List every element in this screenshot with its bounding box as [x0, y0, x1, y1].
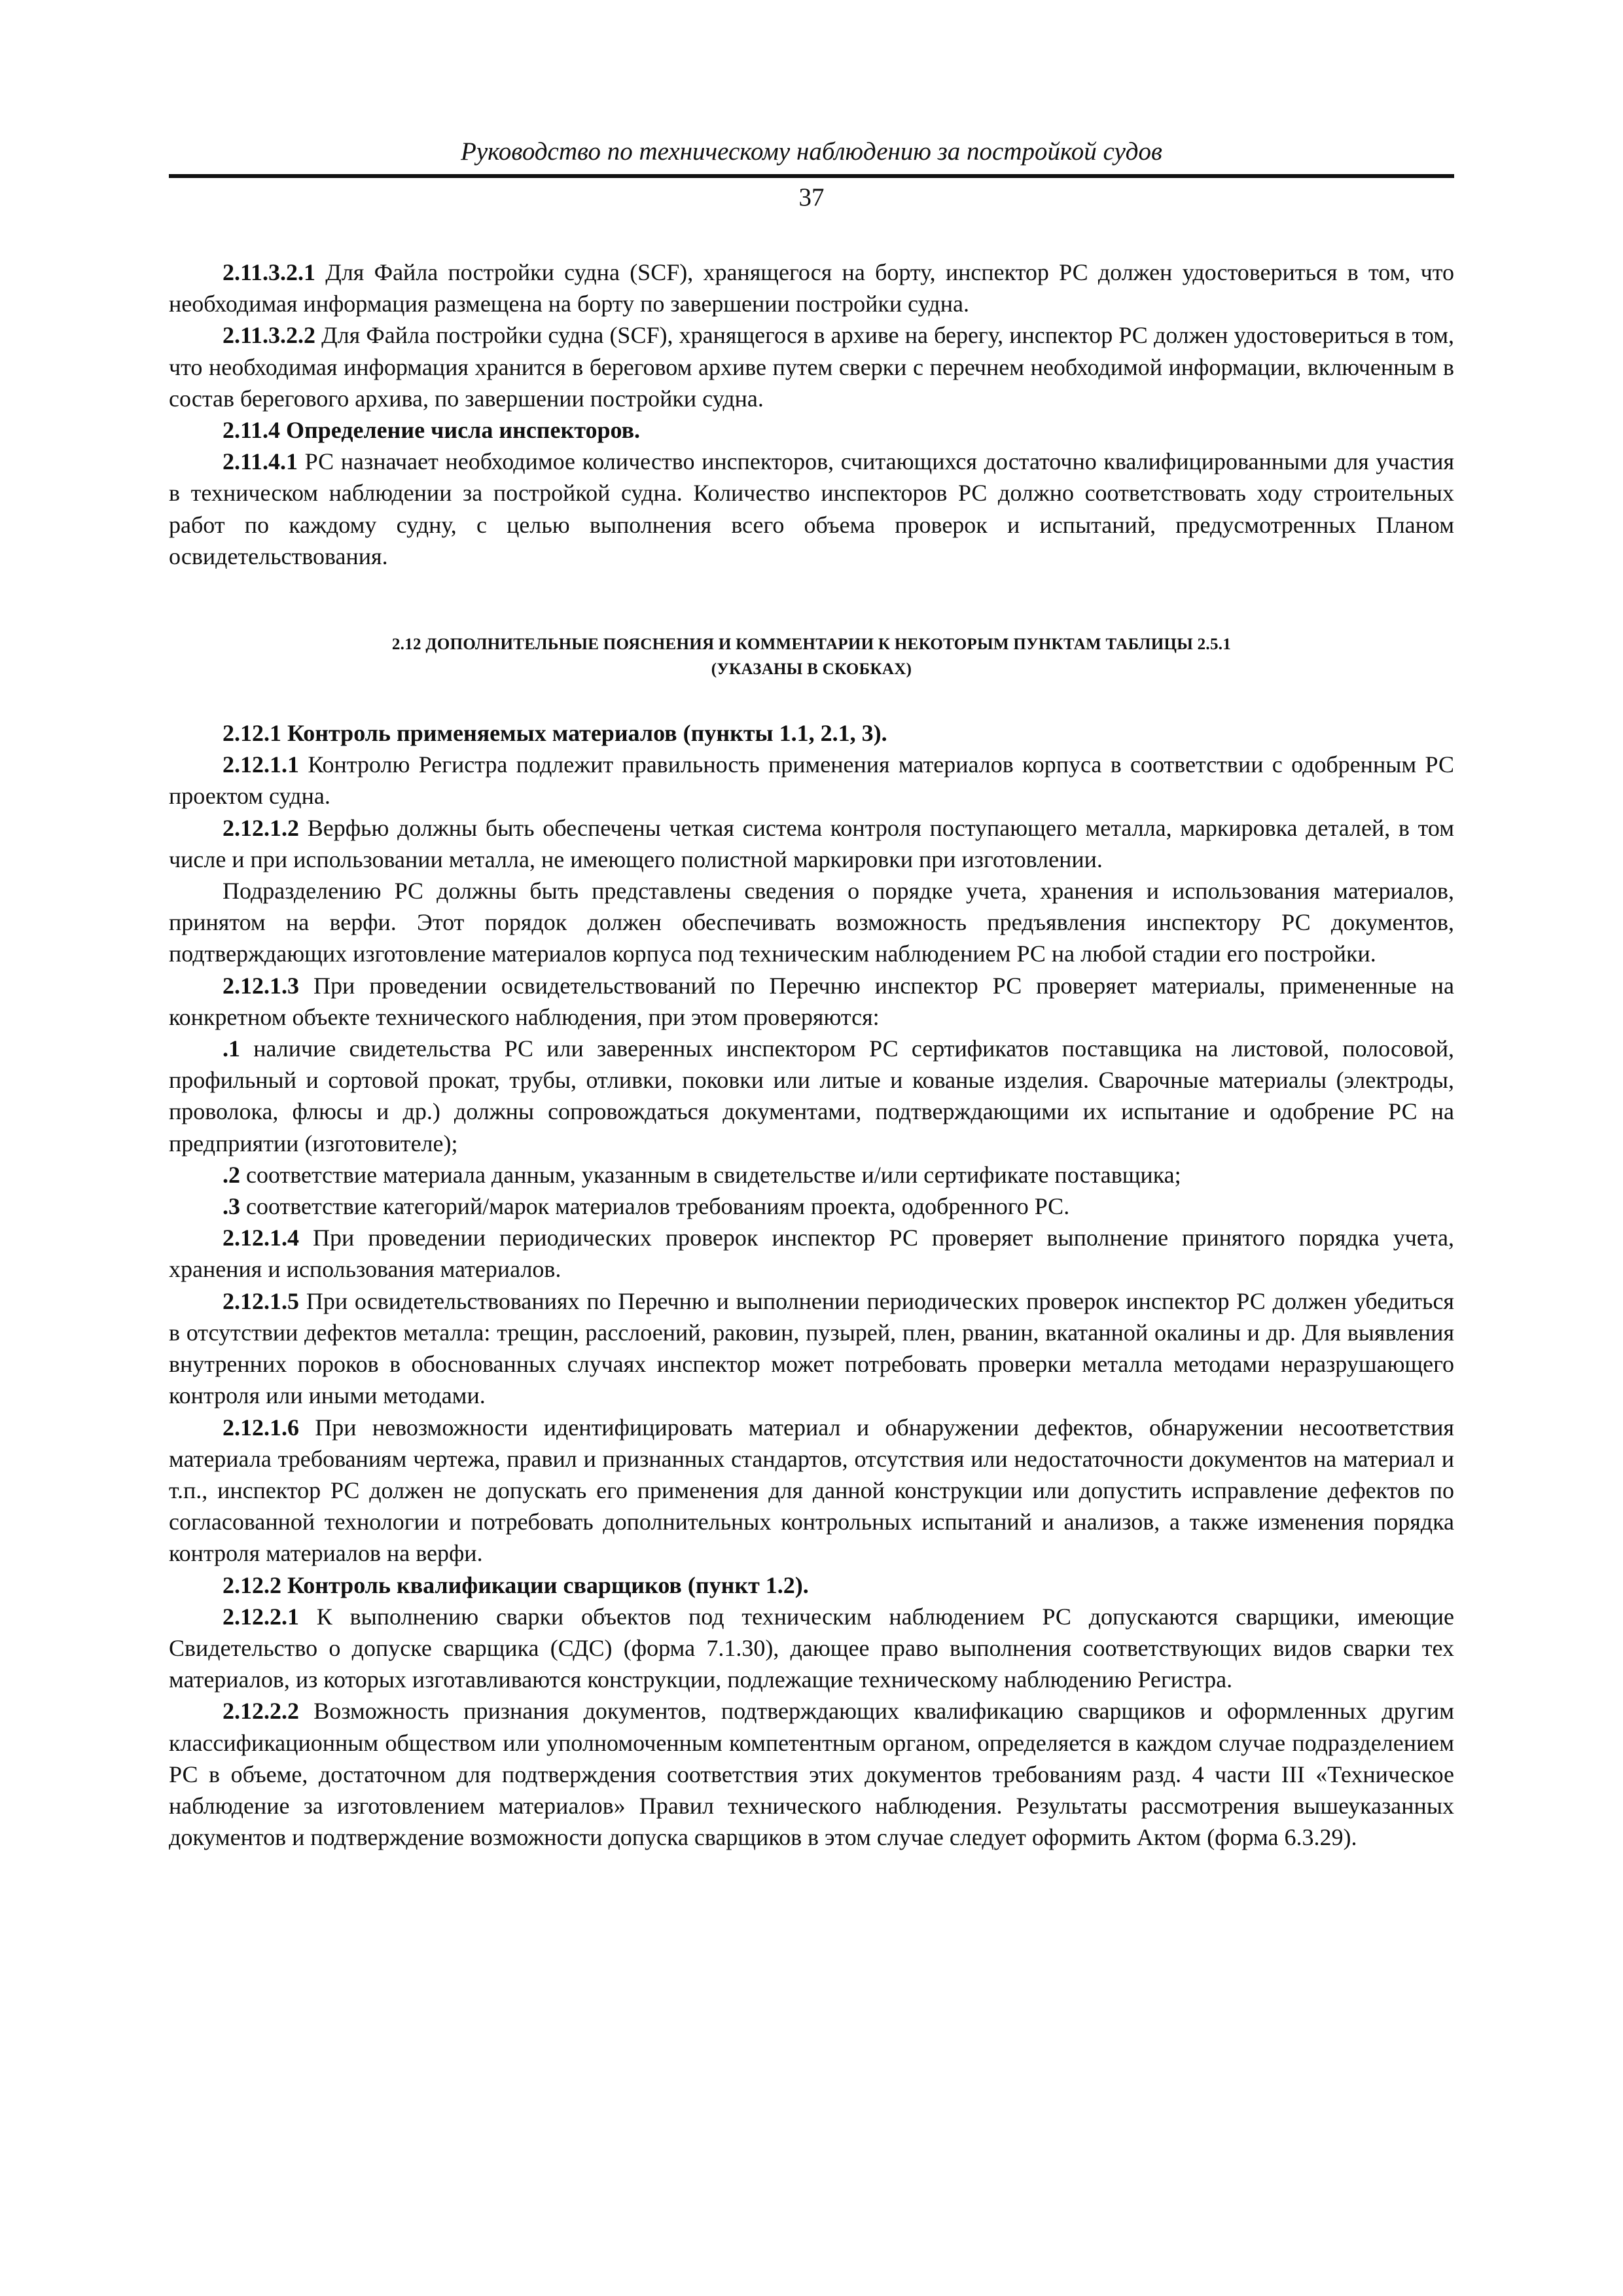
clause-number: 2.11.4.1: [223, 448, 298, 475]
paragraph-text: При проведении периодических проверок инспектор РС проверяет выполнение принятого порядка учета, хранения и использования материалов.: [169, 1225, 1454, 1283]
list-item-number: .1: [223, 1035, 240, 1062]
paragraph-2-12-1-3: [169, 970, 1454, 1033]
paragraph-text: Подразделению РС должны быть представлены сведения о порядке учета, хранения и использования материалов, принятом на верфи. Этот порядок должен обеспечивать возможность предъявления инспектору РС документов, подтверждающих изготовление материалов корпуса под техническим наблюдением РС на любой стадии его постройки.: [169, 878, 1454, 967]
paragraph-2-12-1-5: [169, 1285, 1454, 1412]
paragraph-text: Возможность признания документов, подтверждающих квалификацию сварщиков и оформленных другим классификационным обществом или уполномоченным компетентным органом, определяется в каждом случае подразделением РС в объеме, достаточном для подтверждения соответствия этих документов требованиям разд. 4 части III «Техническое наблюдение за изготовлением материалов» Правил технического наблюдения. Результаты рассмотрения вышеуказанных документов и подтверждение возможности допуска сварщиков в этом случае следует оформить Актом (форма 6.3.29).: [169, 1698, 1454, 1851]
heading-2-12-2: 2.12.2 Контроль квалификации сварщиков (пункт 1.2).: [223, 1571, 809, 1598]
paragraph-2-11-4-1: [169, 446, 1454, 572]
clause-number: 2.12.1.1: [223, 751, 299, 778]
section-title-line-1: 2.12 ДОПОЛНИТЕЛЬНЫЕ ПОЯСНЕНИЯ И КОММЕНТАРИИ К НЕКОТОРЫМ ПУНКТАМ ТАБЛИЦЫ 2.5.1: [391, 636, 1232, 654]
header-rule: [169, 174, 1454, 178]
paragraph-text: При проведении освидетельствований по Перечню инспектор РС проверяет материалы, примененные на конкретном объекте технического наблюдения, при этом проверяются:: [169, 972, 1454, 1030]
paragraph-2-12-1-2-cont: [169, 875, 1454, 970]
paragraph-2-12-1-2: [169, 812, 1454, 875]
list-item-text: соответствие материала данным, указанным в свидетельстве и/или сертификате поставщика;: [240, 1161, 1181, 1188]
paragraph-2-12-2-1: [169, 1601, 1454, 1696]
paragraph-text: Для Файла постройки судна (SCF), хранящегося на борту, инспектор РС должен удостовериться в том, что необходимая информация размещена на борту по завершении постройки судна.: [169, 259, 1454, 317]
clause-number: 2.12.1.6: [223, 1414, 299, 1441]
list-item-number: .2: [223, 1161, 240, 1188]
paragraph-2-11-3-2-1: [169, 257, 1454, 319]
paragraph-text: При освидетельствованиях по Перечню и выполнении периодических проверок инспектор РС должен убедиться в отсутствии дефектов металла: трещин, расслоений, раковин, пузырей, плен, рванин, вкатанной окалины и др. Для выявления внутренних пороков в обоснованных случаях инспектор может потребовать проверки металла методами неразрушающего контроля или иными методами.: [169, 1287, 1454, 1409]
clause-number: 2.12.1.5: [223, 1287, 299, 1314]
paragraph-text: Верфью должны быть обеспечены четкая система контроля поступающего металла, маркировка деталей, в том числе и при использовании металла, не имеющего полистной маркировки при изготовлении.: [169, 814, 1454, 872]
list-item-1: [169, 1033, 1454, 1159]
clause-number: 2.11.3.2.1: [223, 259, 316, 285]
paragraph-2-12-1-4: [169, 1222, 1454, 1285]
paragraph-2-12-1-1: [169, 749, 1454, 812]
list-item-2: [169, 1159, 1454, 1191]
paragraph-text: К выполнению сварки объектов под техническим наблюдением РС допускаются сварщики, имеющие Свидетельство о допуске сварщика (СДС) (форма 7.1.30), дающее право выполнения соответствующих видов сварки тех материалов, из которых изготавливаются конструкции, подлежащие техническому наблюдению Регистра.: [169, 1603, 1454, 1693]
heading-2-12-1: 2.12.1 Контроль применяемых материалов (пункты 1.1, 2.1, 3).: [223, 720, 887, 747]
clause-number: 2.12.1.2: [223, 814, 299, 841]
section-title-2-12: [169, 632, 1454, 682]
paragraph-2-11-3-2-2: [169, 319, 1454, 414]
list-item-text: соответствие категорий/марок материалов требованиям проекта, одобренного РС.: [240, 1193, 1070, 1220]
running-title: Руководство по техническому наблюдению за постройкой судов: [461, 137, 1162, 166]
clause-number: 2.12.1.4: [223, 1225, 299, 1251]
list-item-3: [169, 1191, 1454, 1222]
page-number: 37: [798, 183, 825, 211]
paragraph-2-12-2-2: [169, 1695, 1454, 1853]
paragraph-text: При невозможности идентифицировать материал и обнаружении дефектов, обнаружении несоответствия материала требованиям чертежа, правил и признанных стандартов, отсутствия или недостаточности документов на материал и т.п., инспектор РС должен не допускать его применения для данной конструкции или допустить исправление дефектов по согласованной технологии и потребовать дополнительных контрольных испытаний и анализов, а также изменения порядка контроля материалов на верфи.: [169, 1414, 1454, 1567]
section-title-line-2: (УКАЗАНЫ В СКОБКАХ): [711, 660, 912, 679]
paragraph-text: Для Файла постройки судна (SCF), хранящегося в архиве на берегу, инспектор РС должен удостовериться в том, что необходимая информация хранится в береговом архиве путем сверки с перечнем необходимой информации, включенным в состав берегового архива, по завершении постройки судна.: [169, 322, 1454, 412]
paragraph-2-12-1-6: [169, 1412, 1454, 1570]
clause-number: 2.12.2.2: [223, 1698, 299, 1725]
clause-number: 2.12.2.1: [223, 1603, 299, 1630]
heading-2-11-4: 2.11.4 Определение числа инспекторов.: [223, 417, 641, 444]
list-item-number: .3: [223, 1193, 240, 1220]
paragraph-text: Контролю Регистра подлежит правильность применения материалов корпуса в соответствии с одобренным РС проектом судна.: [169, 751, 1454, 810]
paragraph-text: РС назначает необходимое количество инспекторов, считающихся достаточно квалифицированными для участия в техническом наблюдении за постройкой судна. Количество инспекторов РС должно соответствовать ходу строительных работ по каждому судну, с целью выполнения всего объема проверок и испытаний, предусмотренных Планом освидетельствования.: [169, 448, 1454, 569]
list-item-text: наличие свидетельства РС или заверенных инспектором РС сертификатов поставщика на листовой, полосовой, профильный и сортовой прокат, трубы, отливки, поковки или литые и кованые изделия. Сварочные материалы (электроды, проволока, флюсы и др.) должны сопровождаться документами, подтверждающими их испытание и одобрение РС на предприятии (изготовителе);: [169, 1035, 1454, 1157]
document-body: [169, 257, 1454, 1853]
clause-number: 2.11.3.2.2: [223, 322, 316, 349]
clause-number: 2.12.1.3: [223, 972, 299, 999]
